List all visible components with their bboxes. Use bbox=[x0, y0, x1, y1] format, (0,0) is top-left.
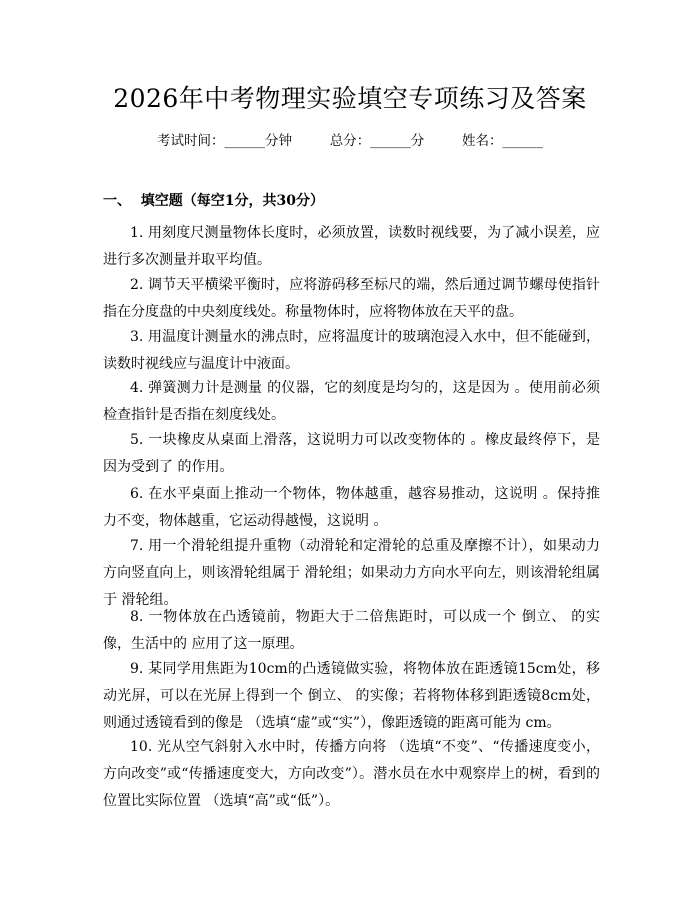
question-3: 3. 用温度计测量水的沸点时，应将温度计的玻璃泡浸入水中，但不能碰到，读数时视线应与温度计中液面。 bbox=[103, 329, 600, 372]
question-2: 2. 调节天平横梁平衡时，应将游码移至标尺的端，然后通过调节螺母使指针指在分度盘的中央刻度线处。称量物体时，应将物体放在天平的盘。 bbox=[103, 277, 600, 320]
question-7: 7. 用一个滑轮组提升重物（动滑轮和定滑轮的总重及摩擦不计），如果动力方向竖直向上，则该滑轮组属于 滑轮组；如果动力方向水平向左，则该滑轮组属于 滑轮组。 bbox=[103, 538, 600, 608]
exam-info-text: 考试时间：______分钟 总分：______分 姓名：______ bbox=[157, 133, 543, 149]
page-title: 2026年中考物理实验填空专项练习及答案 bbox=[113, 84, 587, 113]
question-4: 4. 弹簧测力计是测量 的仪器，它的刻度是均匀的，这是因为 。使用前必须检查指针是否指在刻度线处。 bbox=[103, 380, 600, 423]
question-8: 8. 一物体放在凸透镜前，物距大于二倍焦距时，可以成一个 倒立、 的实像，生活中的 应用了这一原理。 bbox=[103, 609, 600, 652]
exam-info-line bbox=[0, 131, 700, 151]
question-10: 10. 光从空气斜射入水中时，传播方向将 （选填“不变”、“传播速度变小，方向改变”或“传播速度变大，方向改变”）。潜水员在水中观察岸上的树，看到的位置比实际位置 （选填“高”或“低”）。 bbox=[103, 739, 600, 809]
question-5: 5. 一块橡皮从桌面上滑落，这说明力可以改变物体的 。橡皮最终停下，是因为受到了 的作用。 bbox=[103, 432, 600, 475]
question-9: 9. 某同学用焦距为10cm的凸透镜做实验，将物体放在距透镜15cm处，移动光屏，可以在光屏上得到一个 倒立、 的实像；若将物体移到距透镜8cm处，则通过透镜看到的像是 （选填“虚”或“实”），像距透镜的距离可能为 cm。 bbox=[103, 661, 600, 731]
section-heading: 一、 填空题（每空1分，共30分） bbox=[103, 193, 324, 209]
question-6: 6. 在水平桌面上推动一个物体，物体越重，越容易推动，这说明 。保持推力不变，物体越重，它运动得越慢，这说明 。 bbox=[103, 486, 600, 529]
question-1: 1. 用刻度尺测量物体长度时，必须放置，读数时视线要，为了减小误差，应进行多次测量并取平均值。 bbox=[103, 225, 600, 268]
